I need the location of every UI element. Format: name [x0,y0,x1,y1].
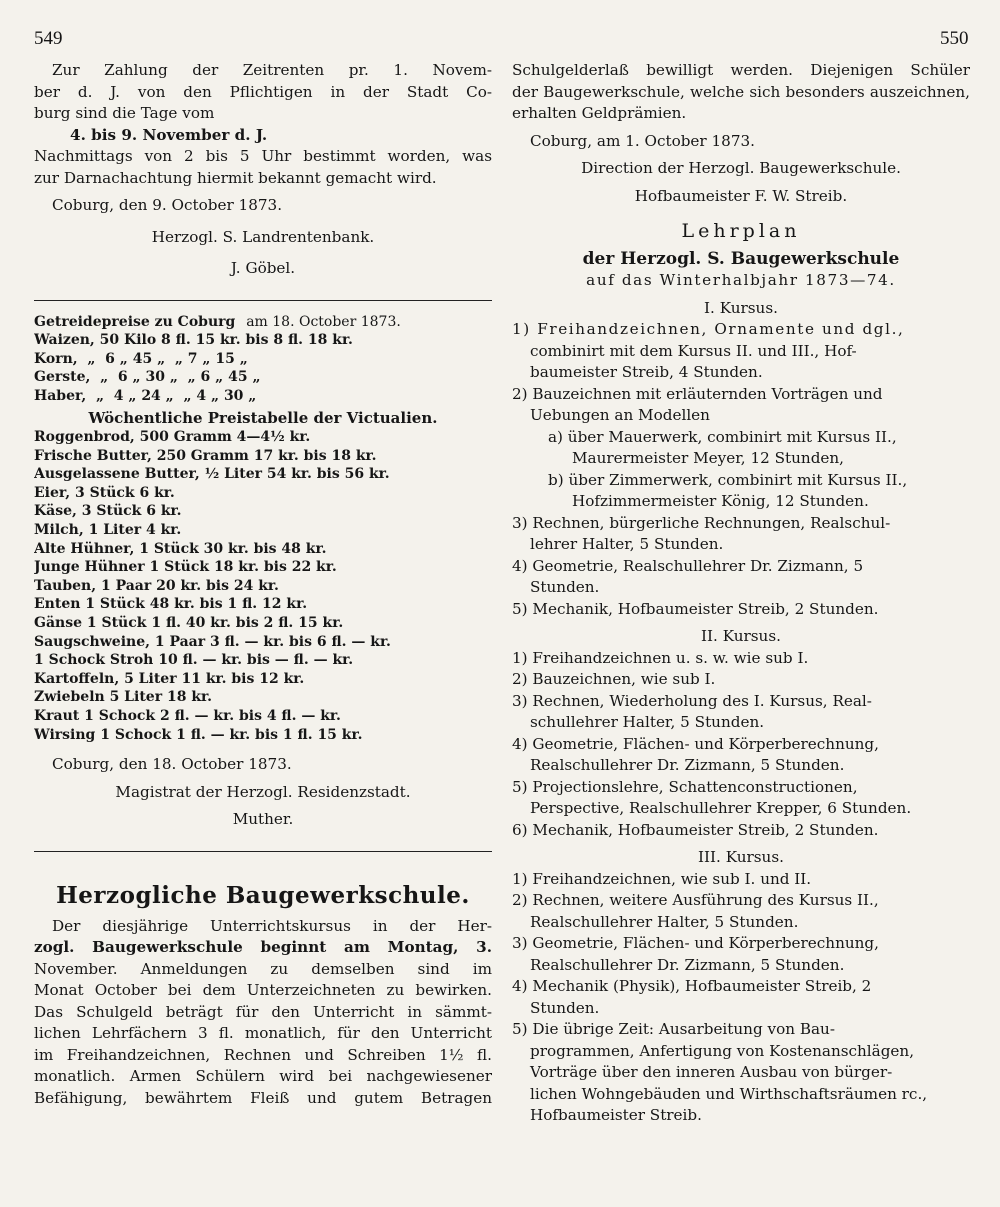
victual-line: Junge Hühner 1 Stück 18 kr. bis 22 kr. [34,559,337,576]
text-line: lichen Lehrfächern 3 fl. monatlich, für den Unterricht [34,1024,492,1043]
kurs-line: Hofbaumeister Streib. [530,1106,702,1124]
victual-line: Tauben, 1 Paar 20 kr. bis 24 kr. [34,577,279,594]
kurs-line: Stunden. [530,998,600,1017]
text-line: 4. bis 9. November d. J. [70,125,268,144]
text-line: im Freihandzeichnen, Rechnen und Schreiben 1½ fl. [34,1045,492,1064]
text-line: Monat October bei dem Unterzeichneten zu bewirken. [34,981,492,1000]
kurs-line: Perspective, Realschullehrer Krepper, 6 Stunden. [530,799,912,817]
kurs-line: Realschullehrer Halter, 5 Stunden. [530,912,799,931]
price-line: Korn, „ 6 „ 45 „ „ 7 „ 15 „ [34,350,248,367]
text-line: Der diesjährige Unterrichtskursus in der Her- [52,916,492,935]
divider [34,300,492,301]
price-line: Waizen, 50 Kilo 8 fl. 15 kr. bis 8 fl. 18 kr. [34,332,353,349]
victuals-heading: Wöchentliche Preistabelle der Victualien. [88,409,438,428]
text-line: November. Anmeldungen zu demselben sind im [34,959,492,978]
kurs-line: Maurermeister Meyer, 12 Stunden, [572,449,845,467]
victual-line: Alte Hühner, 1 Stück 30 kr. bis 48 kr. [34,540,327,557]
kurs-line: lehrer Halter, 5 Stunden. [530,535,724,553]
text-line: burg sind die Tage vom [34,104,215,122]
victual-line: Milch, 1 Liter 4 kr. [34,522,182,539]
school-notice-continued [512,60,970,207]
kurs-line: baumeister Streib, 4 Stunden. [530,363,763,381]
kurs-line: b) über Zimmerwerk, combinirt mit Kursus II., [548,470,908,489]
kurs-line: 5) Projectionslehre, Schattenconstructionen, [512,777,858,796]
lehrplan [512,221,970,1127]
text-line: Zur Zahlung der Zeitrenten pr. 1. Novem- [52,61,492,79]
kurs-line: programmen, Anfertigung von Kostenanschlägen, [530,1041,915,1060]
notice-date: Coburg, den 9. October 1873. [52,196,283,214]
kurs-line: Realschullehrer Dr. Zizmann, 5 Stunden. [530,955,845,974]
kurs-line: lichen Wohngebäuden und Wirthschaftsräumen rc., [530,1084,928,1103]
text-line: der Baugewerkschule, welche sich besonders auszeichnen, [512,82,970,101]
prices-signer: Muther. [232,810,294,829]
kurs-line: 3) Geometrie, Flächen- und Körperberechnung, [512,934,879,952]
victual-line: Roggenbrod, 500 Gramm 4—4½ kr. [34,429,311,446]
price-line: Gerste, „ 6 „ 30 „ „ 6 „ 45 „ [34,369,261,386]
left-column [34,60,492,1109]
kurs-line: Realschullehrer Dr. Zizmann, 5 Stunden. [530,756,845,774]
kurs-heading: III. Kursus. [698,848,784,866]
page-number-right: 550 [940,28,969,49]
notice-signer: J. Göbel. [230,259,296,277]
victual-line: 1 Schock Stroh 10 fl. — kr. bis — fl. — kr. [34,652,354,669]
kurs-line: Hofzimmermeister König, 12 Stunden. [572,492,869,510]
lehrplan-subtitle2: auf das Winterhalbjahr 1873—74. [586,271,896,289]
right-column [512,60,970,1127]
victual-line: Kartoffeln, 5 Liter 11 kr. bis 12 kr. [34,670,305,687]
kurs-line: 3) Rechnen, Wiederholung des I. Kursus, Real- [512,691,872,710]
prices-section [34,313,492,831]
page-number-left: 549 [34,28,63,49]
text-line: zogl. Baugewerkschule beginnt am Montag, 3. [34,938,492,957]
victual-line: Zwiebeln 5 Liter 18 kr. [34,689,212,706]
notice-zeitrenten [34,60,492,280]
notice-office: Herzogl. S. Landrentenbank. [151,227,375,246]
victual-line: Enten 1 Stück 48 kr. bis 1 fl. 12 kr. [34,596,308,613]
kurs-line: Vorträge über den inneren Ausbau von bürger- [530,1063,893,1081]
kurs-line: Stunden. [530,578,600,596]
victual-line: Saugschweine, 1 Paar 3 fl. — kr. bis 6 fl. — kr. [34,633,391,650]
school-date: Coburg, am 1. October 1873. [530,131,755,150]
text-line: Nachmittags von 2 bis 5 Uhr bestimmt worden, was [34,147,492,165]
kurs-heading: I. Kursus. [704,298,778,317]
prices-office: Magistrat der Herzogl. Residenzstadt. [115,782,411,801]
victual-line: Eier, 3 Stück 6 kr. [34,484,175,501]
text-line: monatlich. Armen Schülern wird bei nachgewiesener [34,1067,492,1086]
kurs-line: schullehrer Halter, 5 Stunden. [530,713,765,731]
text-line: Das Schulgeld beträgt für den Unterricht in sämmt- [34,1002,492,1021]
kurs-line: 4) Geometrie, Realschullehrer Dr. Zizmann, 5 [512,556,864,575]
school-signer: Hofbaumeister F. W. Streib. [634,186,848,205]
text-line: ber d. J. von den Pflichtigen in der Stadt Co- [34,82,492,101]
victual-line: Kraut 1 Schock 2 fl. — kr. bis 4 fl. — kr. [34,707,341,724]
kurs-line: 2) Rechnen, weitere Ausführung des Kursus II., [512,891,879,909]
kurs-line: 5) Die übrige Zeit: Ausarbeitung von Bau- [512,1020,835,1038]
grain-heading-text: Getreidepreise zu Coburg [34,313,236,330]
kurs-line: 6) Mechanik, Hofbaumeister Streib, 2 Stunden. [512,820,879,839]
school-heading: Herzogliche Baugewerkschule. [56,881,470,909]
victual-line: Ausgelassene Butter, ½ Liter 54 kr. bis 56 kr. [34,466,390,483]
lehrplan-title: Lehrplan [681,221,801,242]
price-line: Haber, „ 4 „ 24 „ „ 4 „ 30 „ [34,387,257,404]
lehrplan-subtitle: der Herzogl. S. Baugewerkschule [582,248,900,269]
kurs-line: Uebungen an Modellen [530,406,710,424]
kurs-line: 1) Freihandzeichnen, Ornamente und dgl., [512,320,905,338]
school-notice [34,880,492,1110]
text-line: erhalten Geldprämien. [512,104,687,122]
kurs-line: 4) Mechanik (Physik), Hofbaumeister Streib, 2 [512,977,872,995]
kurs-heading: II. Kursus. [701,627,781,645]
victual-line: Käse, 3 Stück 6 kr. [34,503,182,520]
kurs-line: a) über Mauerwerk, combinirt mit Kursus II., [548,427,897,446]
kurs-line: 3) Rechnen, bürgerliche Rechnungen, Realschul- [512,513,891,532]
victual-line: Frische Butter, 250 Gramm 17 kr. bis 18 kr. [34,447,377,464]
kurs-line: 1) Freihandzeichnen, wie sub I. und II. [512,869,812,888]
kurs-line: combinirt mit dem Kursus II. und III., Hof- [530,341,857,360]
school-office: Direction der Herzogl. Baugewerkschule. [581,159,901,177]
text-line: Schulgelderlaß bewilligt werden. Diejenigen Schüler [512,61,970,79]
kurs-line: 1) Freihandzeichnen u. s. w. wie sub I. [512,648,809,667]
text-line: zur Darnachachtung hiermit bekannt gemacht wird. [34,168,437,187]
kurs-line: 5) Mechanik, Hofbaumeister Streib, 2 Stunden. [512,599,879,618]
kurs-line: 2) Bauzeichnen, wie sub I. [512,670,716,688]
victual-line: Gänse 1 Stück 1 fl. 40 kr. bis 2 fl. 15 kr. [34,615,344,631]
victual-line: Wirsing 1 Schock 1 fl. — kr. bis 1 fl. 15 kr. [34,726,363,743]
text-line: Befähigung, bewährtem Fleiß und gutem Betragen [34,1088,492,1107]
kurs-line: 4) Geometrie, Flächen- und Körperberechnung, [512,734,879,753]
prices-date: Coburg, den 18. October 1873. [52,755,292,774]
divider [34,851,492,852]
grain-prices-heading [34,313,492,332]
kurs-line: 2) Bauzeichnen mit erläuternden Vorträgen und [512,384,883,403]
grain-heading-date: am 18. October 1873. [246,313,401,330]
